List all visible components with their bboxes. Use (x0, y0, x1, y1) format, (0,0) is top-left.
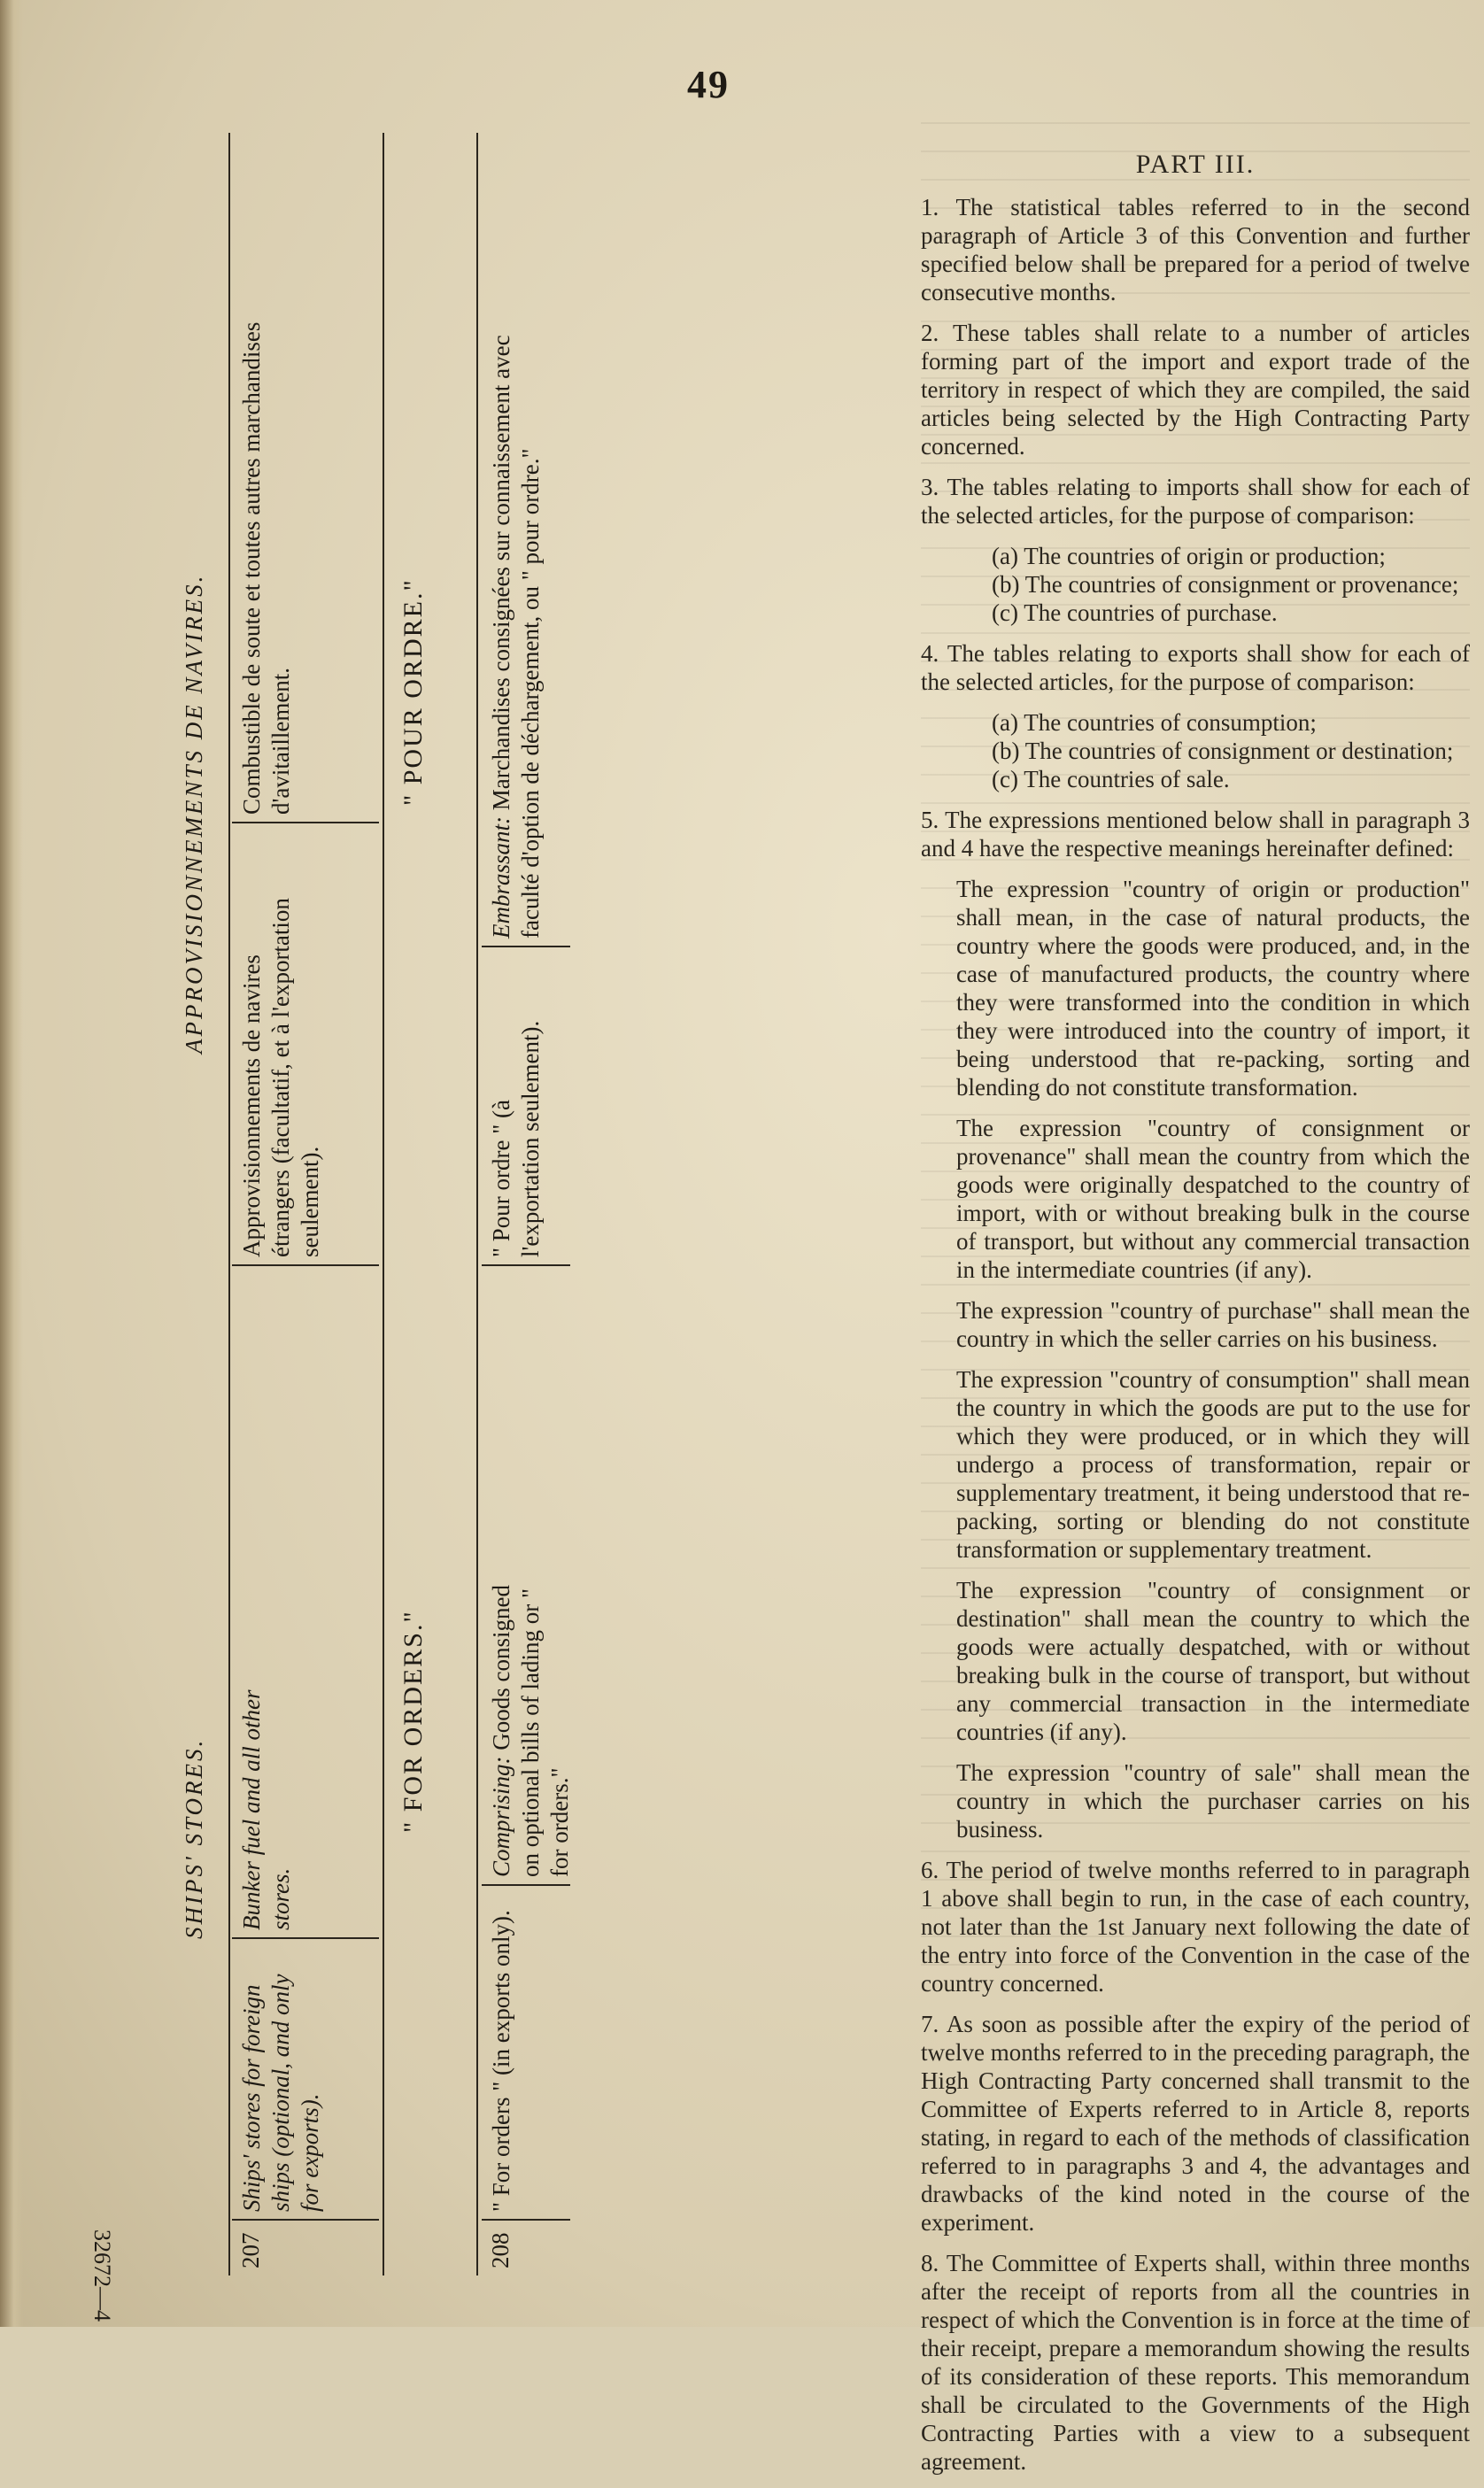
paragraph-3: 3. The tables relating to imports shall show for each of the selected articles, for the purpose of comparison: (921, 474, 1470, 529)
divider (482, 1264, 570, 1266)
paragraph-3a: (a) The countries of origin or production; (992, 543, 1386, 569)
row207-french-col1: Approvisionnements de navires étrangers (facultatif, et à l'exportation seulement). (238, 898, 323, 1257)
divider (482, 2219, 570, 2221)
rotated-table (177, 133, 576, 2276)
table-rule-lower (476, 133, 478, 2276)
for-orders-heading: " FOR ORDERS." (398, 1610, 428, 1833)
paragraph-5e: The expression "country of consignment or destination" shall mean the country to which the goods were actually despatched, with or without breaking bulk in the course of transport, but without any commercial transaction in the intermediate countries (if any). (956, 1577, 1470, 1745)
print-code: 32672—4 (89, 2229, 115, 2322)
divider (232, 822, 379, 823)
divider (232, 1937, 379, 1939)
row208-french-col2: Embrassant: Marchandises consignées sur connaissement avec faculté d'option de déchargement, ou " pour ordre." (488, 335, 544, 939)
paragraph-5a: The expression "country of origin or production" shall mean, in the case of natural products, the country where the goods were produced, and, in the case of manufactured products, the country where they were transformed into the condition in which they were introduced into the country of import, it being understood that re-packing, sorting and blending do not constitute transformation. (956, 876, 1470, 1101)
page-binding-edge (0, 0, 23, 2327)
paragraph-3c: (c) The countries of purchase. (992, 599, 1278, 626)
part-title: PART III. (1135, 150, 1256, 179)
paragraph-4c: (c) The countries of sale. (992, 766, 1230, 792)
paragraph-4a: (a) The countries of consumption; (992, 709, 1317, 736)
item-number-208: 208 (487, 2232, 514, 2268)
paragraph-2: 2. These tables shall relate to a number of articles forming part of the import and export trade of the territory in respect of which they are compiled, the said articles being selected by the High Contracting Party concerned. (921, 320, 1470, 460)
paragraph-5: 5. The expressions mentioned below shall in paragraph 3 and 4 have the respective meanings hereinafter defined: (921, 807, 1470, 862)
table-rule-top (228, 133, 230, 2276)
row208-english-col2: Comprising: Goods consigned on optional bills of lading or " for orders." (488, 1584, 573, 1877)
row208-english-col1: " For orders " (in exports only). (488, 1910, 514, 2212)
paragraph-8: 8. The Committee of Experts shall, within three months after the receipt of reports from all the countries in respect of which the Convention is in force at the time of their receipt, prepare a memorandum showing the results of its consideration of these reports. This memorandum shall be circulated to the Governments of the High Contracting Parties with a view to a subsequent agreement. (921, 2250, 1470, 2475)
pour-ordre-heading: " POUR ORDRE." (398, 578, 428, 806)
paragraph-6: 6. The period of twelve months referred to in paragraph 1 above shall begin to run, in the case of each country, not later than the 1st January next following the date of the entry into force of the Convention in the case of the country concerned. (921, 1857, 1470, 1997)
part-three-text (921, 151, 1470, 2488)
paragraph-5f: The expression "country of sale" shall mean the country in which the purchaser carries on his business. (956, 1759, 1470, 1843)
row207-english-col2: Bunker fuel and all other stores. (238, 1689, 294, 1930)
paragraph-7: 7. As soon as possible after the expiry of the period of twelve months referred to in the preceding paragraph, the High Contracting Party concerned shall transmit to the Committee of Experts referred to in Article 8, reports stating, in regard to each of the methods of classification referred to in paragraphs 3 and 4, the advantages and drawbacks of the kind noted in the course of the experiment. (921, 2011, 1470, 2236)
approvisionnements-heading: APPROVISIONNEMENTS DE NAVIRES. (181, 573, 207, 1054)
divider (482, 1884, 570, 1886)
page-number: 49 (687, 63, 730, 106)
paragraph-4b: (b) The countries of consignment or destination; (992, 738, 1454, 764)
paragraph-5b: The expression "country of consignment or provenance" shall mean the country from which the goods were originally despatched to the country of import, with or without breaking bulk in the course of transport, but without any commercial transaction in the intermediate countries (if any). (956, 1115, 1470, 1283)
ships-stores-heading: SHIPS' STORES. (181, 1737, 207, 1939)
row207-english-col1: Ships' stores for foreign ships (optional, and only for exports). (238, 1974, 323, 2212)
paragraph-1: 1. The statistical tables referred to in the second paragraph of Article 3 of this Convention and further specified below shall be prepared for a period of twelve consecutive months. (921, 194, 1470, 305)
row208-french-col1: " Pour ordre " (à l'exportation seulement). (488, 1020, 544, 1257)
paragraph-3b: (b) The countries of consignment or provenance; (992, 571, 1459, 598)
table-rule-middle (383, 133, 384, 2276)
paragraph-4: 4. The tables relating to exports shall show for each of the selected articles, for the purpose of comparison: (921, 640, 1470, 695)
paragraph-5c: The expression "country of purchase" shall mean the country in which the seller carries on his business. (956, 1297, 1470, 1352)
item-number-207: 207 (237, 2232, 264, 2268)
row207-french-col2: Combustible de soute et toutes autres marchandises d'avitaillement. (238, 321, 294, 815)
divider (232, 2219, 379, 2221)
paragraph-5d: The expression "country of consumption" shall mean the country in which the goods are put to the use for which they were produced, or in which they will undergo a process of transformation, repair or supplementary treatment, it being understood that re-packing, sorting or blending do not constitute transformation or supplementary treatment. (956, 1366, 1470, 1563)
divider (482, 946, 570, 947)
divider (232, 1264, 379, 1266)
